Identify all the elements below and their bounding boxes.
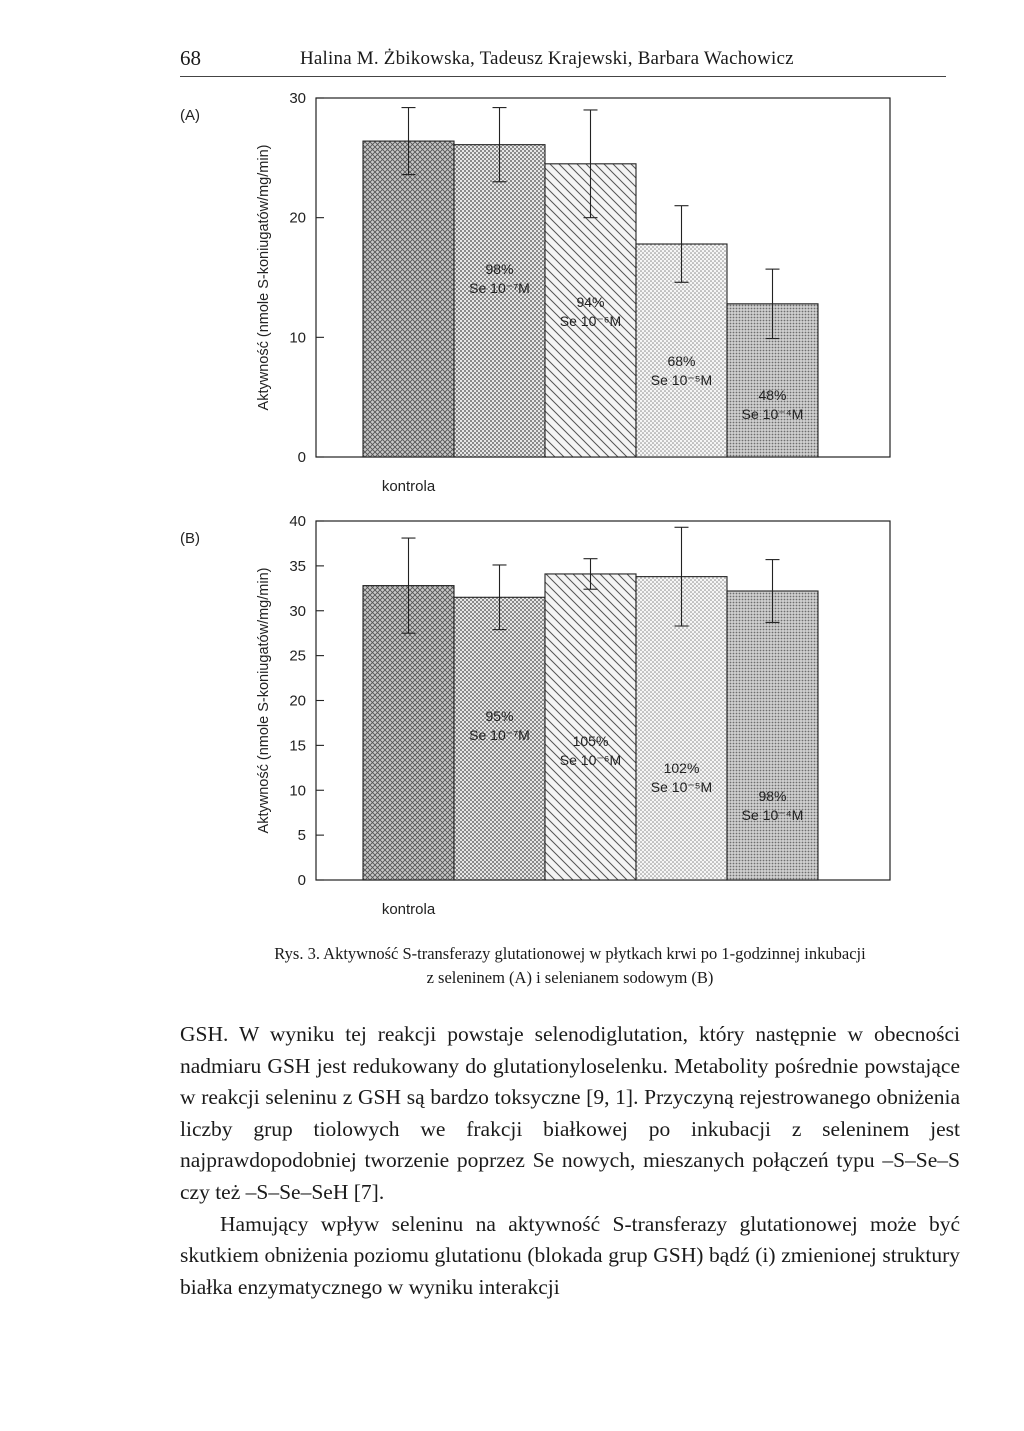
bar <box>545 574 636 880</box>
y-tick-label: 30 <box>289 90 306 107</box>
bar-percent-label: 48% <box>758 387 787 403</box>
y-tick-label: 5 <box>297 827 306 845</box>
caption-line-1: Rys. 3. Aktywność S-transferazy glutationowej w płytkach krwi po 1-godzinnej inkubacji <box>274 944 866 963</box>
y-tick-label: 10 <box>289 782 306 800</box>
bar-percent-label: 98% <box>485 261 514 277</box>
y-tick-label: 40 <box>289 513 306 530</box>
y-axis-label: Aktywność (nmole S-koniugatów/mg/min) <box>256 567 272 834</box>
bar-concentration-label: Se 10⁻⁵M <box>650 779 713 795</box>
figure-caption <box>180 942 960 990</box>
y-tick-label: 10 <box>289 329 306 347</box>
panel-label: (B) <box>180 530 200 547</box>
bar-percent-label: 68% <box>667 353 696 369</box>
running-header <box>180 46 946 77</box>
y-tick-label: 20 <box>289 209 306 227</box>
paragraph-1: GSH. W wyniku tej reakcji powstaje selenodiglutation, który następnie w obecności nadmiaru GSH jest redukowany do glutationyloselenku. Metabolity pośrednie powstające w reakcji seleninu z GSH są bardzo toksyczne [9, 1]. Przyczyną rejestrowanego obniżenia liczby grup tiolowych we frakcji białkowej po inkubacji z seleninem jest najprawdopodobniej tworzenie poprzez Se nowych, mieszanych połączeń typu –S–Se–S czy też –S–Se–SeH [7]. <box>180 1022 960 1204</box>
bar-percent-label: 94% <box>576 294 605 310</box>
y-tick-label: 25 <box>289 647 306 665</box>
y-tick-label: 15 <box>289 737 306 755</box>
bar-concentration-label: Se 10⁻⁴M <box>741 807 804 823</box>
y-tick-label: 35 <box>289 557 306 575</box>
bar <box>363 141 454 457</box>
caption-line-2: z seleninem (A) i selenianem sodowym (B) <box>426 968 714 987</box>
bar-concentration-label: Se 10⁻⁶M <box>559 752 622 768</box>
control-label: kontrola <box>381 901 436 918</box>
bar-concentration-label: Se 10⁻⁷M <box>469 727 530 743</box>
bar-concentration-label: Se 10⁻⁴M <box>741 406 804 422</box>
bar-percent-label: 105% <box>572 733 609 749</box>
y-tick-label: 20 <box>289 692 306 710</box>
body-text <box>180 1019 960 1303</box>
bar-chart-b <box>0 505 1024 925</box>
y-tick-label: 0 <box>297 872 306 889</box>
bar-chart-a <box>0 82 1024 502</box>
y-tick-label: 0 <box>297 449 306 466</box>
bar-percent-label: 102% <box>663 760 700 776</box>
bar-concentration-label: Se 10⁻⁷M <box>469 280 530 296</box>
y-axis-label: Aktywność (nmole S-koniugatów/mg/min) <box>256 144 272 411</box>
bar <box>454 145 545 457</box>
paragraph-2: Hamujący wpływ seleninu na aktywność S-transferazy glutationowej może być skutkiem obniżenia poziomu glutationu (blokada grup GSH) bądź (i) zmienionej struktury białka enzymatycznego w wyniku interakcji <box>180 1211 960 1299</box>
page-number: 68 <box>180 46 201 70</box>
bar-concentration-label: Se 10⁻⁵M <box>650 372 713 388</box>
bar-percent-label: 98% <box>758 788 787 804</box>
control-label: kontrola <box>381 478 436 495</box>
panel-label: (A) <box>180 107 200 124</box>
y-tick-label: 30 <box>289 602 306 620</box>
running-header-authors: Halina M. Żbikowska, Tadeusz Krajewski, Barbara Wachowicz <box>300 48 794 69</box>
bar <box>727 591 818 880</box>
bar-percent-label: 95% <box>485 708 514 724</box>
bar-concentration-label: Se 10⁻⁶M <box>559 313 622 329</box>
